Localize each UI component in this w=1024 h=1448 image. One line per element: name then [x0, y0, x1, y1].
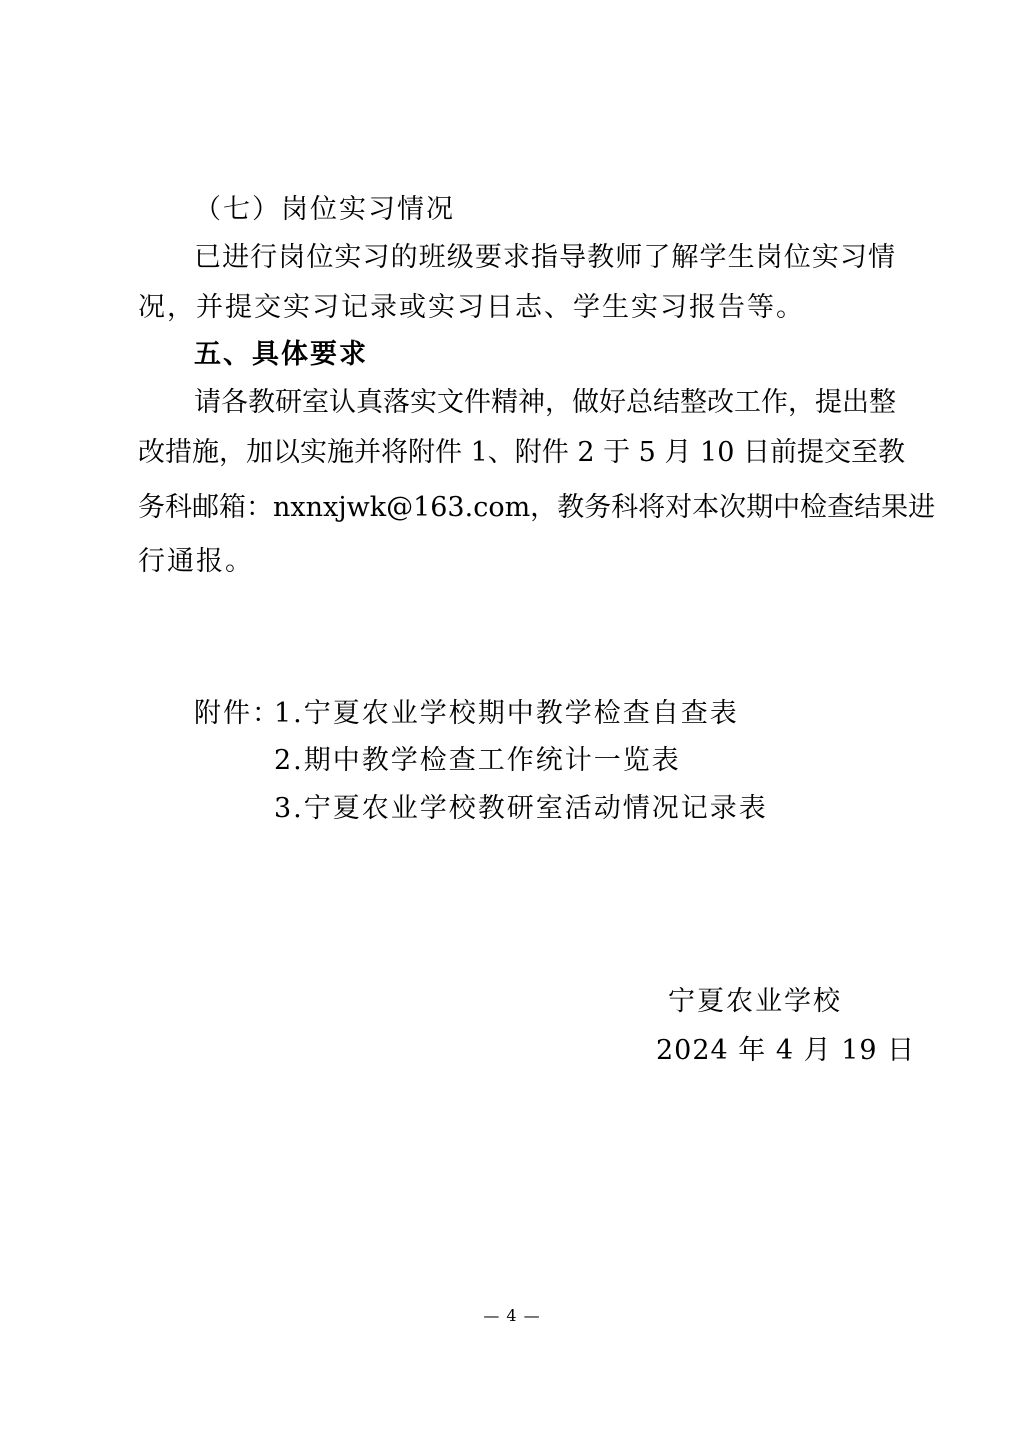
section-7-paragraph-line-2: 况，并提交实习记录或实习日志、学生实习报告等。 [138, 292, 805, 323]
section-5-paragraph-line-4: 行通报。 [138, 546, 254, 577]
page-number: — 4 — [483, 1306, 541, 1325]
section-5-paragraph-line-3: 务科邮箱：nxnxjwk@163.com，教务科将对本次期中检查结果进 [138, 492, 936, 523]
attachment-item: 2.期中教学检查工作统计一览表 [274, 745, 681, 776]
section-5-paragraph-line-1: 请各教研室认真落实文件精神，做好总结整改工作，提出整 [194, 387, 896, 418]
attachments-label: 附件： [194, 698, 281, 729]
signature-date: 2024 年 4 月 19 日 [656, 1035, 916, 1066]
section-7-paragraph-line-1: 已进行岗位实习的班级要求指导教师了解学生岗位实习情 [194, 242, 895, 273]
section-5-heading: 五、具体要求 [194, 339, 368, 370]
section-5-paragraph-line-2: 改措施，加以实施并将附件 1、附件 2 于 5 月 10 日前提交至教 [138, 437, 905, 468]
signature-organization: 宁夏农业学校 [668, 986, 842, 1017]
attachment-item: 3.宁夏农业学校教研室活动情况记录表 [274, 793, 768, 824]
attachment-item: 1.宁夏农业学校期中教学检查自查表 [274, 698, 739, 729]
section-7-heading: （七）岗位实习情况 [194, 194, 455, 225]
